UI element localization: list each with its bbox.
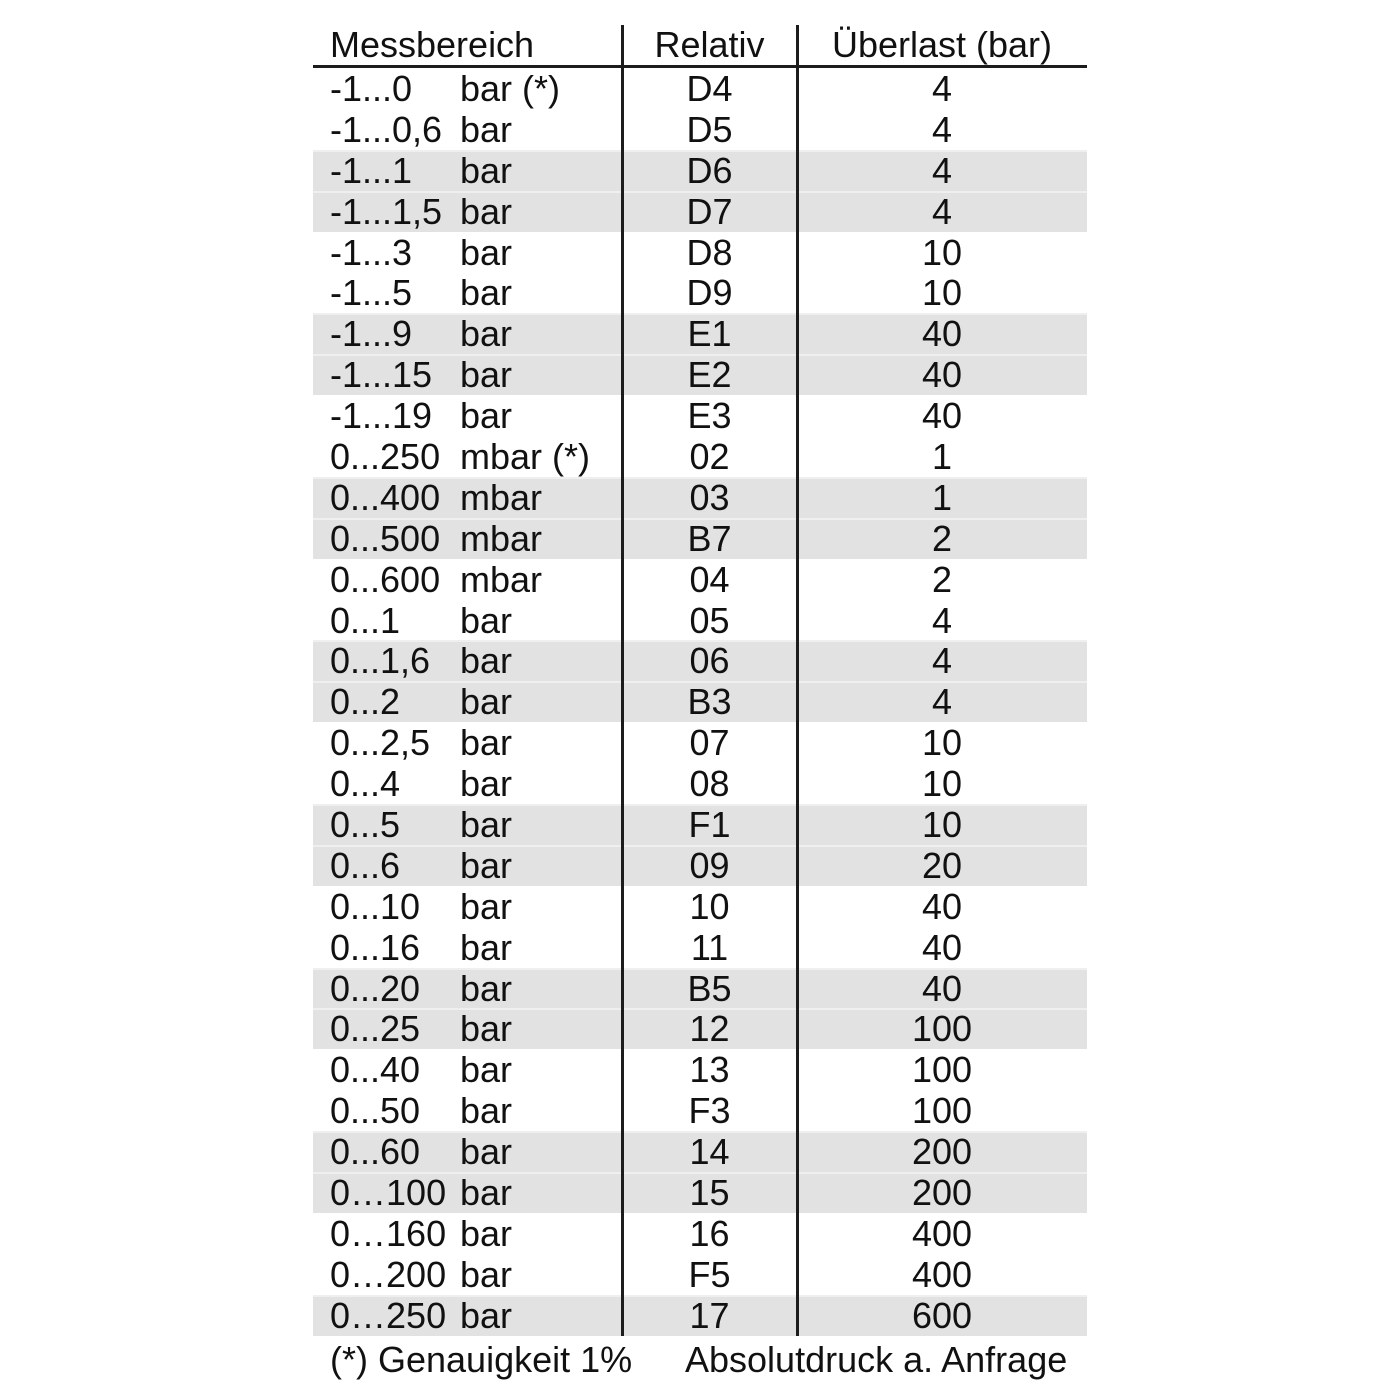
range-cell bbox=[313, 559, 622, 601]
range-unit: bar bbox=[460, 272, 513, 314]
code-cell: 11 bbox=[690, 926, 729, 968]
range-unit: bar bbox=[460, 1212, 513, 1254]
range-cell bbox=[313, 1213, 622, 1255]
column-divider-1 bbox=[621, 25, 624, 1336]
range-cell bbox=[313, 150, 622, 192]
range-cell bbox=[313, 1090, 622, 1132]
range-unit: bar (*) bbox=[460, 68, 561, 109]
table-row bbox=[313, 1008, 1087, 1049]
column-divider-2 bbox=[796, 25, 799, 1336]
overload-cell: 10 bbox=[921, 804, 963, 846]
range-cell bbox=[313, 477, 622, 519]
range-value: 0...60 bbox=[330, 1131, 421, 1173]
range-unit: bar bbox=[460, 804, 513, 846]
overload-cell: 100 bbox=[911, 1008, 973, 1050]
range-cell bbox=[313, 436, 622, 478]
overload-cell: 2 bbox=[931, 517, 953, 559]
range-cell bbox=[313, 232, 622, 274]
range-value: -1...3 bbox=[330, 231, 413, 273]
range-value: 0...5 bbox=[330, 804, 401, 846]
range-unit: bar bbox=[460, 640, 513, 682]
overload-cell: 4 bbox=[931, 640, 953, 682]
overload-cell: 10 bbox=[921, 763, 963, 805]
overload-cell: 40 bbox=[921, 354, 963, 396]
code-cell: D4 bbox=[686, 68, 733, 109]
table-row bbox=[313, 804, 1087, 845]
table-row bbox=[313, 1213, 1087, 1254]
range-value: 0…100 bbox=[330, 1172, 447, 1214]
range-unit: bar bbox=[460, 1172, 513, 1214]
range-cell bbox=[313, 1295, 622, 1337]
range-unit: bar bbox=[460, 885, 513, 927]
code-cell: E3 bbox=[687, 395, 732, 437]
range-cell bbox=[313, 272, 622, 314]
table-row bbox=[313, 232, 1087, 273]
range-cell bbox=[313, 109, 622, 151]
code-cell: 05 bbox=[689, 599, 730, 641]
table-row bbox=[313, 1049, 1087, 1090]
range-unit: bar bbox=[460, 681, 513, 723]
overload-cell: 10 bbox=[921, 272, 963, 314]
range-unit: bar bbox=[460, 1090, 513, 1132]
code-cell: 13 bbox=[689, 1049, 730, 1091]
header-ueberlast: Überlast (bar) bbox=[831, 24, 1053, 65]
table-row bbox=[313, 763, 1087, 804]
table-row bbox=[313, 436, 1087, 477]
range-unit: bar bbox=[460, 599, 513, 641]
code-cell: B7 bbox=[687, 517, 732, 559]
overload-cell: 4 bbox=[931, 599, 953, 641]
range-cell bbox=[313, 395, 622, 437]
code-cell: D6 bbox=[686, 149, 733, 191]
range-value: 0...10 bbox=[330, 885, 421, 927]
code-cell: E1 bbox=[687, 313, 732, 355]
overload-cell: 10 bbox=[921, 231, 963, 273]
range-cell bbox=[313, 845, 622, 887]
code-cell: 16 bbox=[689, 1212, 730, 1254]
table-row bbox=[313, 477, 1087, 518]
range-unit: bar bbox=[460, 354, 513, 396]
range-cell bbox=[313, 927, 622, 969]
range-value: 0...1,6 bbox=[330, 640, 431, 682]
code-cell: 09 bbox=[689, 844, 730, 886]
table-row bbox=[313, 1090, 1087, 1131]
overload-cell: 4 bbox=[931, 149, 953, 191]
range-unit: bar bbox=[460, 395, 513, 437]
table-row bbox=[313, 681, 1087, 722]
range-cell bbox=[313, 1131, 622, 1173]
code-cell: 03 bbox=[689, 476, 730, 518]
table-row bbox=[313, 518, 1087, 559]
range-value: 0...40 bbox=[330, 1049, 421, 1091]
range-value: -1...5 bbox=[330, 272, 413, 314]
code-cell: D8 bbox=[686, 231, 733, 273]
overload-cell: 4 bbox=[931, 108, 953, 150]
range-cell bbox=[313, 886, 622, 928]
code-cell: 07 bbox=[689, 722, 730, 764]
footnote-absolute-pressure: Absolutdruck a. Anfrage bbox=[685, 1338, 1068, 1380]
range-value: -1...15 bbox=[330, 354, 433, 396]
range-value: 0...600 bbox=[330, 558, 441, 600]
range-unit: bar bbox=[460, 1008, 513, 1050]
table-row bbox=[313, 272, 1087, 313]
table-row bbox=[313, 109, 1087, 150]
overload-cell: 4 bbox=[931, 190, 953, 232]
overload-cell: 100 bbox=[911, 1090, 973, 1132]
table-row bbox=[313, 1131, 1087, 1172]
range-cell bbox=[313, 1254, 622, 1296]
code-cell: D9 bbox=[686, 272, 733, 314]
range-value: 0...4 bbox=[330, 763, 401, 805]
code-cell: F3 bbox=[688, 1090, 731, 1132]
range-value: 0...2,5 bbox=[330, 722, 431, 764]
code-cell: 12 bbox=[689, 1008, 730, 1050]
range-value: 0...250 bbox=[330, 436, 441, 478]
code-cell: 15 bbox=[689, 1172, 730, 1214]
range-value: 0…250 bbox=[330, 1294, 447, 1336]
table-row bbox=[313, 354, 1087, 395]
code-cell: B3 bbox=[687, 681, 732, 723]
range-value: 0...1 bbox=[330, 599, 401, 641]
overload-cell: 40 bbox=[921, 926, 963, 968]
range-value: 0...400 bbox=[330, 476, 441, 518]
range-cell bbox=[313, 191, 622, 233]
range-unit: mbar bbox=[460, 517, 543, 559]
code-cell: D7 bbox=[686, 190, 733, 232]
header-messbereich: Messbereich bbox=[330, 24, 535, 65]
range-value: -1...0,6 bbox=[330, 108, 443, 150]
range-unit: bar bbox=[460, 967, 513, 1009]
table-row bbox=[313, 68, 1087, 109]
range-value: 0...16 bbox=[330, 926, 421, 968]
pressure-range-table bbox=[313, 25, 1087, 1382]
range-value: 0...25 bbox=[330, 1008, 421, 1050]
overload-cell: 10 bbox=[921, 722, 963, 764]
range-cell bbox=[313, 313, 622, 355]
code-cell: 10 bbox=[689, 885, 730, 927]
range-value: 0...50 bbox=[330, 1090, 421, 1132]
range-cell bbox=[313, 600, 622, 642]
code-cell: B5 bbox=[687, 967, 732, 1009]
range-unit: mbar bbox=[460, 558, 543, 600]
overload-cell: 40 bbox=[921, 967, 963, 1009]
code-cell: 06 bbox=[689, 640, 730, 682]
overload-cell: 2 bbox=[931, 558, 953, 600]
code-cell: D5 bbox=[686, 108, 733, 150]
table-row bbox=[313, 1295, 1087, 1336]
range-cell bbox=[313, 804, 622, 846]
overload-cell: 100 bbox=[911, 1049, 973, 1091]
overload-cell: 600 bbox=[911, 1294, 973, 1336]
range-cell bbox=[313, 68, 622, 110]
table-row bbox=[313, 968, 1087, 1009]
range-cell bbox=[313, 1008, 622, 1050]
table-body bbox=[313, 68, 1087, 1336]
range-cell bbox=[313, 518, 622, 560]
code-cell: 04 bbox=[689, 558, 730, 600]
header-relativ: Relativ bbox=[654, 24, 765, 65]
code-cell: 14 bbox=[689, 1131, 730, 1173]
footnote-accuracy: (*) Genauigkeit 1% bbox=[330, 1338, 633, 1380]
table-row bbox=[313, 722, 1087, 763]
table-row bbox=[313, 313, 1087, 354]
overload-cell: 40 bbox=[921, 885, 963, 927]
table-row bbox=[313, 559, 1087, 600]
code-cell: 17 bbox=[689, 1294, 730, 1336]
range-value: 0...500 bbox=[330, 517, 441, 559]
table-row bbox=[313, 395, 1087, 436]
table-row bbox=[313, 600, 1087, 641]
range-unit: bar bbox=[460, 844, 513, 886]
overload-cell: 400 bbox=[911, 1253, 973, 1295]
range-unit: bar bbox=[460, 231, 513, 273]
table-row bbox=[313, 1172, 1087, 1213]
overload-cell: 200 bbox=[911, 1172, 973, 1214]
range-unit: bar bbox=[460, 926, 513, 968]
range-unit: bar bbox=[460, 763, 513, 805]
overload-cell: 40 bbox=[921, 313, 963, 355]
range-cell bbox=[313, 722, 622, 764]
range-value: -1...1 bbox=[330, 149, 413, 191]
table-row bbox=[313, 927, 1087, 968]
range-cell bbox=[313, 1049, 622, 1091]
range-cell bbox=[313, 640, 622, 682]
range-unit: bar bbox=[460, 1253, 513, 1295]
table-row bbox=[313, 886, 1087, 927]
range-value: 0...20 bbox=[330, 967, 421, 1009]
table-row bbox=[313, 191, 1087, 232]
range-unit: bar bbox=[460, 1131, 513, 1173]
overload-cell: 1 bbox=[931, 436, 953, 478]
code-cell: F5 bbox=[688, 1253, 731, 1295]
overload-cell: 1 bbox=[931, 476, 953, 518]
overload-cell: 200 bbox=[911, 1131, 973, 1173]
table-footnote-row bbox=[313, 1338, 1087, 1382]
code-cell: E2 bbox=[687, 354, 732, 396]
range-value: -1...1,5 bbox=[330, 190, 443, 232]
range-unit: mbar bbox=[460, 476, 543, 518]
code-cell: 02 bbox=[689, 436, 730, 478]
range-value: -1...19 bbox=[330, 395, 433, 437]
table-header-row bbox=[313, 25, 1087, 68]
range-value: 0…160 bbox=[330, 1212, 447, 1254]
range-cell bbox=[313, 681, 622, 723]
overload-cell: 400 bbox=[911, 1212, 973, 1254]
overload-cell: 40 bbox=[921, 395, 963, 437]
range-cell bbox=[313, 763, 622, 805]
range-value: 0…200 bbox=[330, 1253, 447, 1295]
range-unit: bar bbox=[460, 149, 513, 191]
code-cell: F1 bbox=[688, 804, 731, 846]
overload-cell: 20 bbox=[921, 844, 963, 886]
overload-cell: 4 bbox=[931, 68, 953, 109]
code-cell: 08 bbox=[689, 763, 730, 805]
range-unit: bar bbox=[460, 722, 513, 764]
range-value: -1...0 bbox=[330, 68, 413, 109]
range-cell bbox=[313, 968, 622, 1010]
table-row bbox=[313, 1254, 1087, 1295]
table-row bbox=[313, 640, 1087, 681]
range-value: 0...6 bbox=[330, 844, 401, 886]
range-value: -1...9 bbox=[330, 313, 413, 355]
range-unit: bar bbox=[460, 313, 513, 355]
table-row bbox=[313, 845, 1087, 886]
range-value: 0...2 bbox=[330, 681, 401, 723]
range-unit: bar bbox=[460, 108, 513, 150]
range-unit: bar bbox=[460, 190, 513, 232]
range-unit: bar bbox=[460, 1049, 513, 1091]
overload-cell: 4 bbox=[931, 681, 953, 723]
range-unit: bar bbox=[460, 1294, 513, 1336]
range-unit: mbar (*) bbox=[460, 436, 591, 478]
table-row bbox=[313, 150, 1087, 191]
range-cell bbox=[313, 1172, 622, 1214]
range-cell bbox=[313, 354, 622, 396]
